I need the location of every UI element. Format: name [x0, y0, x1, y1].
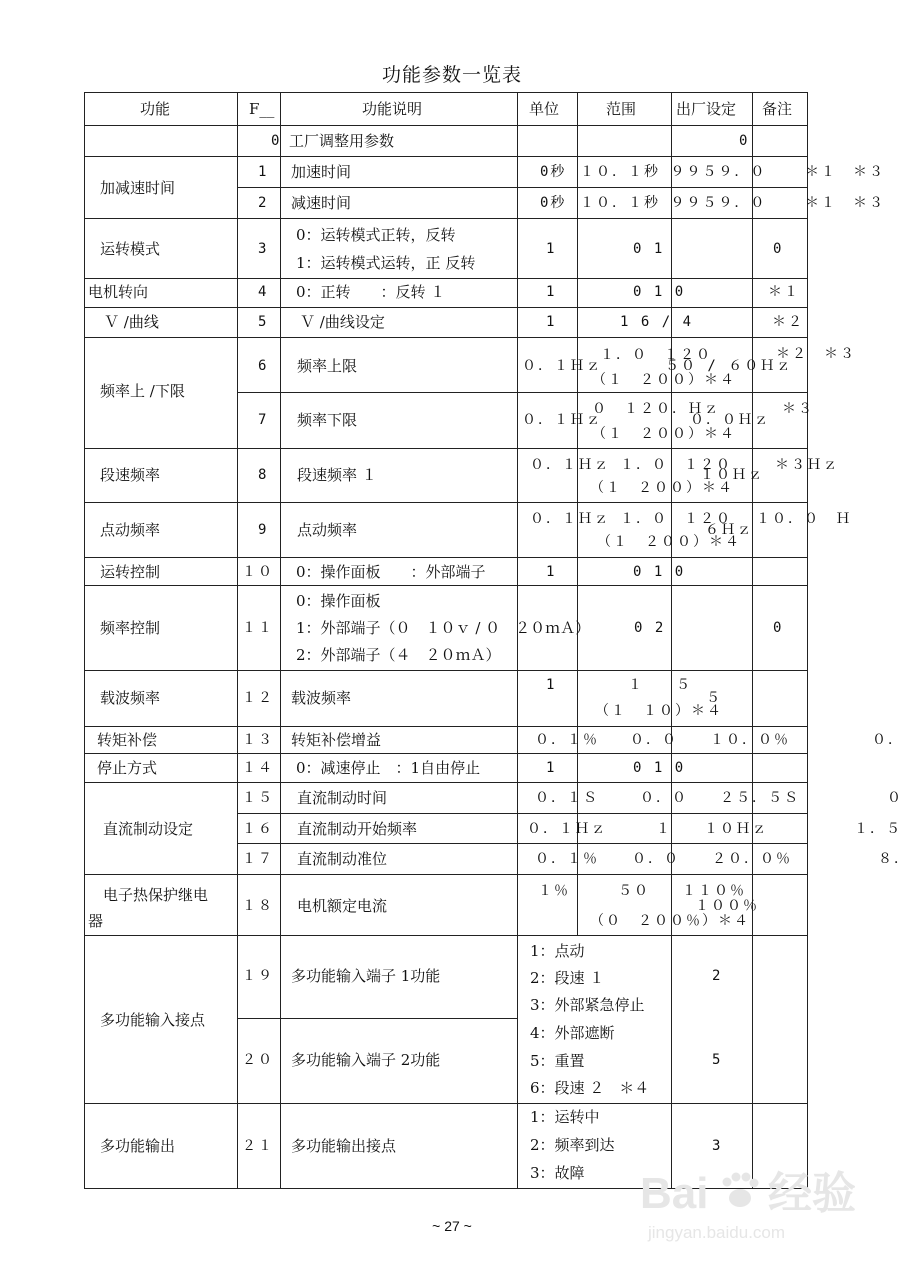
param-desc: 多功能输出接点	[291, 1137, 397, 1155]
param-unit: ０．１Ｈｚ	[530, 457, 610, 473]
param-range-ext: （０ ２００％）＊４	[590, 913, 750, 929]
param-range-ext: （１ １０）＊４	[595, 703, 723, 719]
rule	[237, 392, 807, 393]
f-code: 5	[258, 314, 269, 330]
param-note: ＊２ ＊３	[776, 346, 856, 362]
param-range: １ １０Ｈｚ	[656, 821, 768, 837]
watermark-url: jingyan.baidu.com	[648, 1223, 786, 1242]
input-option: 3：外部紧急停止	[530, 996, 645, 1014]
param-range: ０．０ １０．０％	[630, 732, 790, 748]
input-option: 5：重置	[530, 1052, 585, 1070]
param-desc: 减速时间	[291, 194, 352, 212]
param-range: 0 1 0	[633, 564, 686, 580]
param-unit: ０．１Ｓ	[535, 790, 599, 806]
rule	[84, 448, 807, 449]
header-desc: 功能说明	[362, 100, 423, 118]
output-option: 1：运转中	[530, 1108, 600, 1126]
input-option: 1：点动	[530, 942, 585, 960]
param-desc: 多功能输入端子 2功能	[291, 1051, 441, 1069]
param-desc: 加速时间	[291, 163, 352, 181]
param-desc: 工厂调整用参数	[289, 132, 395, 150]
param-desc: 电机额定电流	[297, 897, 388, 915]
param-factory: １０Ｈｚ	[700, 467, 764, 483]
watermark-brand: Bai	[640, 1169, 709, 1218]
param-desc: 直流制动准位	[297, 850, 388, 868]
param-unit: 1	[546, 241, 557, 257]
param-range: 0 1 0	[633, 760, 686, 776]
input-option: 6：段速 ２ ＊４	[530, 1079, 650, 1097]
page-number: ~ 27 ~	[432, 1218, 472, 1234]
param-unit: 1	[546, 677, 557, 693]
param-range: １０．１秒 ９９５９．０	[580, 195, 767, 211]
group-motor-dir: 电机转向	[88, 283, 149, 301]
param-unit: ０．１Ｈｚ	[522, 412, 602, 428]
param-note: ＊２	[772, 314, 804, 330]
rule	[237, 187, 807, 188]
param-range: １．０ １２０	[620, 511, 732, 527]
output-option: 2：频率到达	[530, 1136, 615, 1154]
param-unit: 0秒	[540, 164, 567, 180]
param-factory: ５０ / ６０Ｈｚ	[665, 358, 793, 374]
param-desc: 0：操作面板	[296, 592, 381, 610]
param-range: 0 1 0	[633, 284, 686, 300]
param-note: ０	[887, 790, 903, 806]
group-accel-decel: 加减速时间	[100, 179, 176, 197]
rule	[84, 218, 807, 219]
param-desc: 0：正转 ：反转 １	[296, 283, 446, 301]
group-run-control: 运转控制	[100, 563, 161, 581]
rule	[84, 125, 807, 126]
param-desc: 直流制动开始频率	[297, 820, 418, 838]
rule	[752, 92, 753, 1188]
f-code: 7	[258, 412, 269, 428]
param-range-ext: （１ ２００）＊４	[597, 534, 741, 550]
param-desc: 多功能输入端子 1功能	[291, 967, 441, 985]
rule	[807, 92, 808, 1188]
input-option: 4：外部遮断	[530, 1024, 615, 1042]
rule	[84, 670, 807, 671]
rule	[517, 92, 518, 1188]
f-code: ２１	[242, 1138, 274, 1154]
rule	[84, 156, 807, 157]
header-note: 备注	[762, 100, 793, 118]
group-freq-limits: 频率上 /下限	[100, 382, 185, 400]
param-factory: 0	[739, 133, 750, 149]
header-func: 功能	[140, 100, 171, 118]
rule	[84, 92, 85, 1188]
param-range: １．０ １２０	[620, 457, 732, 473]
f-code: １２	[242, 690, 274, 706]
param-unit: 0秒	[540, 195, 567, 211]
rule	[84, 585, 807, 586]
f-code: 2	[258, 195, 269, 211]
input-option: 2：段速 １	[530, 969, 605, 987]
header-f: F__	[249, 100, 275, 118]
rule	[84, 782, 807, 783]
group-freq-control: 频率控制	[100, 619, 161, 637]
param-note: ０．	[872, 732, 904, 748]
group-jog-freq: 点动频率	[100, 521, 161, 539]
param-desc: 1：运转模式运转，正 反转	[296, 254, 476, 272]
header-unit: 单位	[529, 100, 560, 118]
paw-icon	[723, 1173, 759, 1208]
param-range: １．０ １２０	[600, 347, 712, 363]
param-range: 1 6 / 4	[620, 314, 694, 330]
f-code: 1	[258, 164, 269, 180]
param-range: 0 2	[634, 620, 666, 636]
param-unit: 1	[546, 284, 557, 300]
param-factory: ６Ｈｚ	[705, 522, 753, 538]
param-unit: 1	[546, 314, 557, 330]
param-note: ＊１ ＊３	[805, 195, 885, 211]
param-factory: 2	[712, 968, 723, 984]
group-dc-brake: 直流制动设定	[103, 820, 194, 838]
f-code: １６	[242, 821, 274, 837]
group-step-freq: 段速频率	[100, 466, 161, 484]
param-desc: 2：外部端子（４ ２０ｍＡ）	[296, 646, 501, 664]
rule	[84, 726, 807, 727]
param-factory: １００％	[695, 898, 759, 914]
group-thermal-relay: 电子热保护继电	[103, 886, 209, 904]
rule	[84, 935, 807, 936]
rule	[237, 1018, 517, 1019]
rule	[84, 753, 807, 754]
f-code: 3	[258, 241, 269, 257]
f-code: ２０	[242, 1052, 274, 1068]
param-factory: 3	[712, 1138, 723, 1154]
group-multi-input: 多功能输入接点	[100, 1011, 206, 1029]
param-note: １．５	[854, 821, 902, 837]
param-unit: ０．１Ｈｚ	[522, 358, 602, 374]
output-option: 3：故障	[530, 1164, 585, 1182]
param-factory: ５	[706, 690, 722, 706]
f-code: １７	[242, 851, 274, 867]
rule	[84, 337, 807, 338]
param-desc: 0：运转模式正转，反转	[296, 226, 456, 244]
param-unit: ０．１％	[535, 851, 599, 867]
param-range: ５０ １１０％	[618, 883, 746, 899]
rule	[84, 874, 807, 875]
rule	[84, 278, 807, 279]
header-range: 范围	[606, 100, 637, 118]
param-desc: Ｖ /曲线设定	[300, 313, 385, 331]
param-range: ０．０ ２５．５Ｓ	[640, 790, 800, 806]
param-range: ０．０ ２０．０％	[632, 851, 792, 867]
param-desc: 频率上限	[297, 357, 358, 375]
f-code: １３	[242, 732, 274, 748]
f-code: １８	[242, 898, 274, 914]
param-range: １ ５	[628, 677, 692, 693]
param-range-ext: （１ ２００）＊４	[592, 372, 736, 388]
rule	[84, 307, 807, 308]
f-code: 4	[258, 284, 269, 300]
f-code: 8	[258, 467, 269, 483]
group-stop-mode: 停止方式	[97, 759, 158, 777]
rule	[84, 557, 807, 558]
param-range-ext: （１ ２００）＊４	[592, 426, 736, 442]
param-note: １０．０ Ｈ	[756, 511, 852, 527]
rule	[237, 92, 238, 1188]
rule	[671, 92, 672, 1188]
param-desc: 转矩补偿增益	[291, 731, 382, 749]
baidu-logo-icon	[620, 1150, 880, 1260]
rule	[237, 843, 807, 844]
rule	[280, 92, 281, 1188]
f-code: １０	[242, 564, 274, 580]
param-note: ＊３	[782, 401, 814, 417]
param-desc: 段速频率 １	[297, 466, 377, 484]
f-code: １９	[242, 968, 274, 984]
param-range: ０ １２０．Ｈｚ	[592, 401, 720, 417]
group-thermal-relay-2: 器	[88, 912, 104, 930]
watermark-brand-2: 经验	[768, 1169, 856, 1218]
f-code: １１	[242, 620, 274, 636]
param-desc: 0：操作面板 ：外部端子	[296, 563, 486, 581]
page-title: 功能参数一览表	[381, 64, 522, 86]
group-run-mode: 运转模式	[100, 240, 161, 258]
param-desc: 0：减速停止 ：1自由停止	[296, 759, 481, 777]
param-note: ＊３Ｈｚ	[775, 457, 839, 473]
group-multi-output: 多功能输出	[100, 1137, 176, 1155]
param-desc: 1：外部端子（０ １０ｖ / ０ ２０ｍＡ）	[296, 619, 591, 637]
param-range: １０．１秒 ９９５９．０	[580, 164, 767, 180]
param-note: ＊１ ＊３	[805, 164, 885, 180]
param-unit: 1	[546, 564, 557, 580]
param-range-ext: （１ ２００）＊４	[590, 480, 734, 496]
param-unit: ０．１Ｈｚ	[527, 821, 607, 837]
param-note: ＊１	[768, 284, 800, 300]
watermark	[620, 1150, 880, 1260]
rule	[84, 502, 807, 503]
param-unit: 1	[546, 760, 557, 776]
f-code: １５	[242, 790, 274, 806]
param-desc: 直流制动时间	[297, 789, 388, 807]
group-vf-curve: Ｖ /曲线	[104, 313, 159, 331]
rule	[84, 1103, 807, 1104]
f-code: 0	[271, 133, 282, 149]
param-factory: 0	[773, 241, 784, 257]
param-factory: 5	[712, 1052, 723, 1068]
param-unit: ０．１Ｈｚ	[530, 511, 610, 527]
rule	[84, 92, 807, 93]
f-code: 9	[258, 522, 269, 538]
param-range: 0 1	[633, 241, 665, 257]
param-factory: ０．０Ｈｚ	[690, 412, 770, 428]
header-factory: 出厂设定	[676, 100, 737, 118]
param-note: ８．	[878, 851, 910, 867]
param-desc: 点动频率	[297, 521, 358, 539]
rule	[237, 813, 807, 814]
f-code: １４	[242, 760, 274, 776]
group-torque-comp: 转矩补偿	[97, 731, 158, 749]
param-unit: １％	[538, 883, 570, 899]
f-code: 6	[258, 358, 269, 374]
group-carrier-freq: 载波频率	[100, 689, 161, 707]
param-unit: ０．１％	[535, 732, 599, 748]
param-factory: 0	[773, 620, 784, 636]
param-desc: 频率下限	[297, 411, 358, 429]
param-desc: 载波频率	[291, 689, 352, 707]
